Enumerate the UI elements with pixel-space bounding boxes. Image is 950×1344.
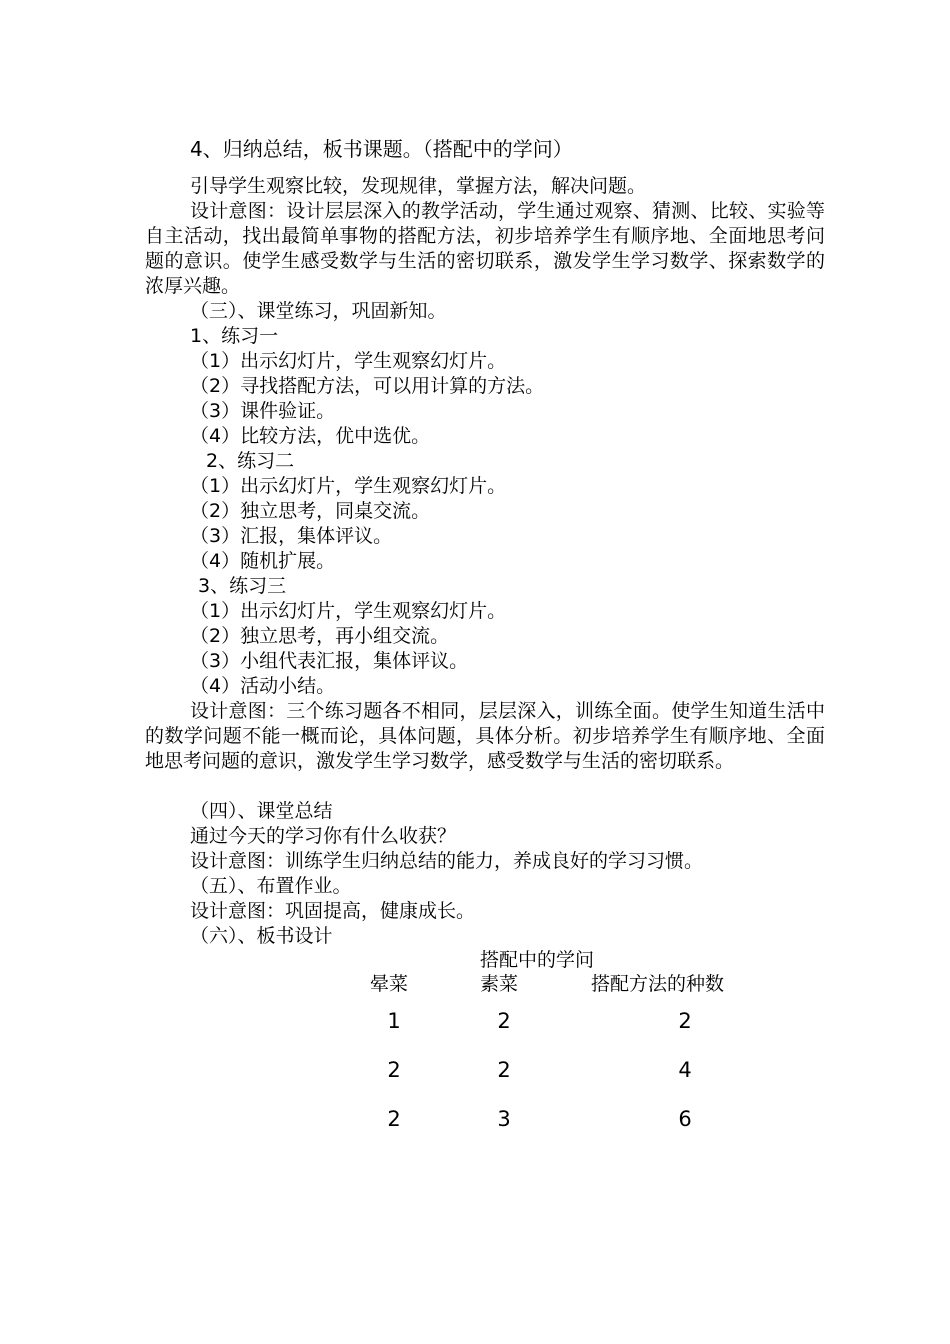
table-cell: 2 bbox=[678, 1009, 692, 1033]
exercise-2-item: （1）出示幻灯片，学生观察幻灯片。 bbox=[190, 475, 507, 497]
exercise-3-item: （1）出示幻灯片，学生观察幻灯片。 bbox=[190, 600, 507, 622]
guide-text: 引导学生观察比较，发现规律，掌握方法，解决问题。 bbox=[190, 175, 647, 197]
exercise-1-title: 1、练习一 bbox=[190, 325, 279, 347]
table-cell: 1 bbox=[387, 1009, 401, 1033]
exercise-2-title: 2、练习二 bbox=[206, 450, 295, 472]
table-cell: 2 bbox=[497, 1058, 511, 1082]
exercise-3-item: （3）小组代表汇报，集体评议。 bbox=[190, 650, 469, 672]
board-title: 搭配中的学问 bbox=[480, 949, 595, 971]
section-homework: （五）、布置作业。 bbox=[190, 875, 352, 897]
exercise-1-item: （3）课件验证。 bbox=[190, 400, 336, 422]
design-intent-1: 设计意图：设计层层深入的教学活动，学生通过观察、猜测、比较、实验等自主活动，找出最简单事物的搭配方法，初步培养学生有顺序地、全面地思考问题的意识。使学生感受数学与生活的密切联系，激发学生学习数学、探索数学的浓厚兴趣。 bbox=[145, 200, 825, 297]
table-cell: 6 bbox=[678, 1107, 692, 1131]
section-board-design: （六）、板书设计 bbox=[190, 925, 333, 947]
column-header: 素菜 bbox=[480, 973, 519, 995]
table-cell: 4 bbox=[678, 1058, 692, 1082]
design-intent-4: 设计意图：巩固提高，健康成长。 bbox=[190, 900, 476, 922]
table-cell: 3 bbox=[497, 1107, 511, 1131]
summary-question: 通过今天的学习你有什么收获？ bbox=[190, 825, 457, 847]
section-practice: （三）、课堂练习，巩固新知。 bbox=[190, 300, 447, 322]
exercise-3-item: （2）独立思考，再小组交流。 bbox=[190, 625, 450, 647]
exercise-1-item: （1）出示幻灯片，学生观察幻灯片。 bbox=[190, 350, 507, 372]
exercise-2-item: （3）汇报，集体评议。 bbox=[190, 525, 393, 547]
exercise-3-title: 3、练习三 bbox=[198, 575, 287, 597]
exercise-1-item: （2）寻找搭配方法，可以用计算的方法。 bbox=[190, 375, 545, 397]
section-summary: （四）、课堂总结 bbox=[190, 800, 333, 822]
exercise-1-item: （4）比较方法，优中选优。 bbox=[190, 425, 431, 447]
table-cell: 2 bbox=[387, 1107, 401, 1131]
heading-summarize: 4、归纳总结，板书课题。（搭配中的学问） bbox=[190, 137, 573, 161]
column-header: 晕菜 bbox=[370, 973, 409, 995]
exercise-2-item: （2）独立思考，同桌交流。 bbox=[190, 500, 431, 522]
exercise-2-item: （4）随机扩展。 bbox=[190, 550, 336, 572]
column-header: 搭配方法的种数 bbox=[591, 973, 725, 995]
exercise-3-item: （4）活动小结。 bbox=[190, 675, 336, 697]
table-cell: 2 bbox=[497, 1009, 511, 1033]
design-intent-2: 设计意图：三个练习题各不相同，层层深入，训练全面。使学生知道生活中的数学问题不能一概而论，具体问题，具体分析。初步培养学生有顺序地、全面地思考问题的意识，激发学生学习数学，感受数学与生活的密切联系。 bbox=[145, 700, 825, 772]
design-intent-3: 设计意图：训练学生归纳总结的能力，养成良好的学习习惯。 bbox=[190, 850, 704, 872]
table-cell: 2 bbox=[387, 1058, 401, 1082]
